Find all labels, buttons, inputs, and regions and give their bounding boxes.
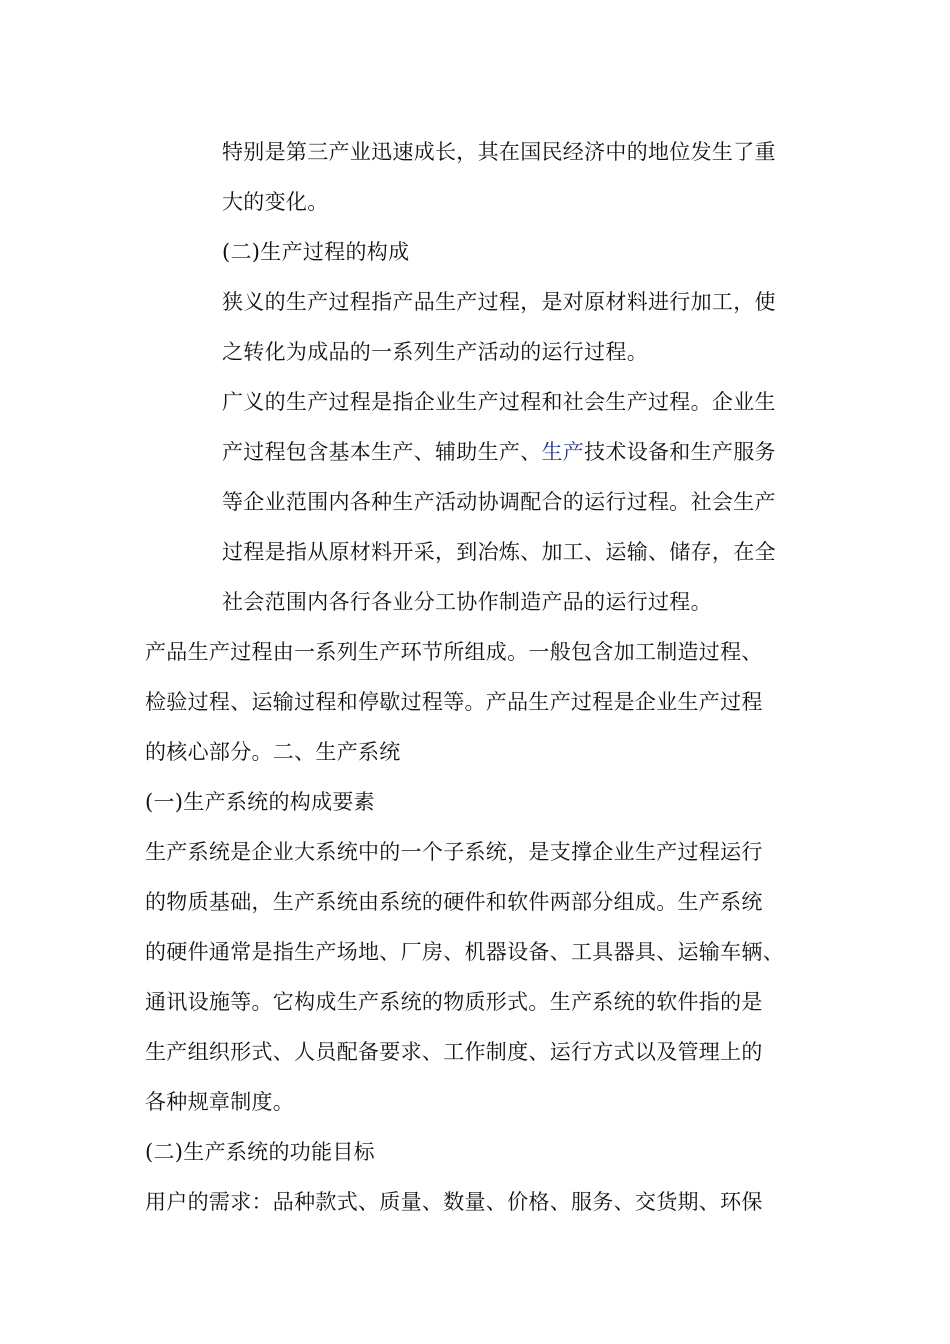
text-line: 通讯设施等。它构成生产系统的物质形式。生产系统的软件指的是 xyxy=(145,990,763,1014)
hyperlink[interactable]: 生产 xyxy=(541,440,585,464)
text-line: 检验过程、运输过程和停歇过程等。产品生产过程是企业生产过程 xyxy=(145,690,763,714)
text-line: 各种规章制度。 xyxy=(145,1090,295,1114)
section-heading: (一)生产系统的构成要素 xyxy=(145,790,375,814)
text-line: 的物质基础，生产系统由系统的硬件和软件两部分组成。生产系统 xyxy=(145,890,763,914)
text-line: 的硬件通常是指生产场地、厂房、机器设备、工具器具、运输车辆、 xyxy=(145,940,784,964)
text-line: 生产组织形式、人员配备要求、工作制度、运行方式以及管理上的 xyxy=(145,1040,763,1064)
text-line: 之转化为成品的一系列生产活动的运行过程。 xyxy=(222,340,648,364)
text-line: 过程是指从原材料开采，到冶炼、加工、运输、储存，在全 xyxy=(222,540,776,564)
text-line: 用户的需求：品种款式、质量、数量、价格、服务、交货期、环保 xyxy=(145,1190,763,1214)
section-heading: (二)生产过程的构成 xyxy=(222,240,410,264)
text-line: 生产系统是企业大系统中的一个子系统，是支撑企业生产过程运行 xyxy=(145,840,763,864)
text-line: 大的变化。 xyxy=(222,190,329,214)
text-line: 狭义的生产过程指产品生产过程，是对原材料进行加工，使 xyxy=(222,290,776,314)
text-line: 产品生产过程由一系列生产环节所组成。一般包含加工制造过程、 xyxy=(145,640,763,664)
section-heading: (二)生产系统的功能目标 xyxy=(145,1140,375,1164)
text-line xyxy=(222,439,776,465)
text-line: 社会范围内各行各业分工协作制造产品的运行过程。 xyxy=(222,590,712,614)
text-segment: 产过程包含基本生产、辅助生产、 xyxy=(222,440,542,464)
text-line: 的核心部分。二、生产系统 xyxy=(145,740,401,764)
text-line: 特别是第三产业迅速成长，其在国民经济中的地位发生了重 xyxy=(222,140,776,164)
text-line: 广义的生产过程是指企业生产过程和社会生产过程。企业生 xyxy=(222,390,776,414)
text-segment: 技术设备和生产服务 xyxy=(584,440,776,464)
text-line: 等企业范围内各种生产活动协调配合的运行过程。社会生产 xyxy=(222,490,776,514)
